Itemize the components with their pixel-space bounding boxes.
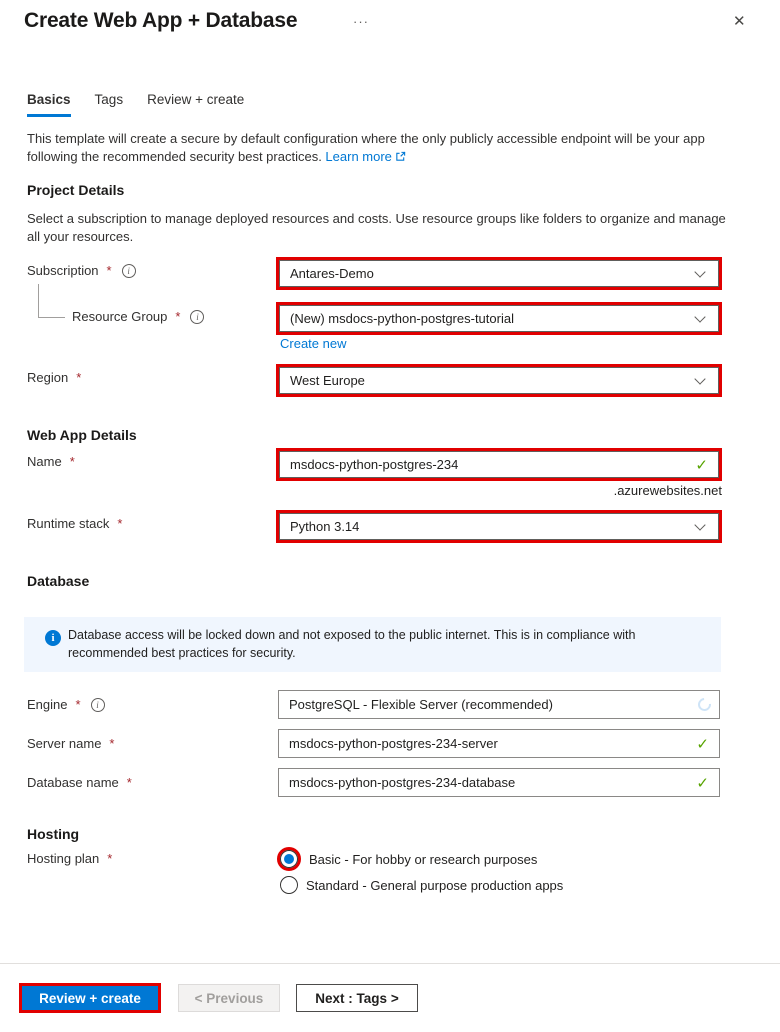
engine-value: PostgreSQL - Flexible Server (recommended) [289, 697, 553, 712]
database-name-value: msdocs-python-postgres-234-database [289, 775, 516, 790]
required-asterisk: * [175, 309, 181, 324]
hosting-heading: Hosting [27, 826, 80, 842]
server-name-label: Server name * [27, 736, 115, 751]
radio-selected-icon[interactable] [280, 850, 298, 868]
required-asterisk: * [109, 736, 115, 751]
engine-info-icon[interactable]: i [91, 698, 105, 712]
required-asterisk: * [117, 516, 123, 531]
intro-text [27, 130, 735, 166]
chevron-down-icon [694, 311, 705, 322]
valid-check-icon: ✓ [696, 774, 709, 792]
tab-bar [27, 92, 244, 117]
more-options-icon[interactable]: ··· [353, 14, 369, 29]
valid-check-icon: ✓ [695, 456, 708, 474]
radio-unselected-icon[interactable] [280, 876, 298, 894]
annotation-box-name [276, 448, 722, 481]
resource-group-info-icon[interactable]: i [190, 310, 204, 324]
resource-group-value: (New) msdocs-python-postgres-tutorial [290, 311, 514, 326]
database-name-input[interactable] [278, 768, 720, 797]
webapp-details-heading: Web App Details [27, 427, 137, 443]
engine-label: Engine * i [27, 697, 105, 712]
annotation-box-region [276, 364, 722, 397]
runtime-stack-label: Runtime stack * [27, 516, 123, 531]
required-asterisk: * [107, 851, 113, 866]
required-asterisk: * [106, 263, 112, 278]
chevron-down-icon [694, 519, 705, 530]
banner-text: Database access will be locked down and not exposed to the public internet. This is in compliance with recommended best practices for security. [68, 628, 636, 660]
hosting-plan-label: Hosting plan * [27, 851, 113, 866]
runtime-stack-value: Python 3.14 [290, 519, 360, 534]
resource-group-dropdown[interactable] [279, 305, 719, 332]
learn-more-link[interactable]: Learn more [325, 148, 392, 164]
server-name-input[interactable] [278, 729, 720, 758]
intro-body: This template will create a secure by default configuration where the only publicly accessible endpoint will be your app following the recommended security best practices. [27, 131, 705, 164]
tab-review-create[interactable]: Review + create [147, 92, 245, 107]
name-value: msdocs-python-postgres-234 [290, 457, 459, 472]
external-link-icon [395, 149, 406, 167]
tab-basics[interactable]: Basics [27, 92, 71, 117]
name-label: Name * [27, 454, 75, 469]
valid-check-icon: ✓ [696, 735, 709, 753]
hosting-plan-option-standard[interactable] [280, 876, 563, 894]
subscription-value: Antares-Demo [290, 266, 374, 281]
chevron-down-icon [694, 266, 705, 277]
required-asterisk: * [76, 370, 82, 385]
previous-button[interactable]: < Previous [178, 984, 280, 1012]
region-value: West Europe [290, 373, 365, 388]
radio-label-standard: Standard - General purpose production apps [306, 877, 564, 893]
required-asterisk: * [69, 454, 75, 469]
resource-group-label: Resource Group * i [72, 309, 204, 324]
database-heading: Database [27, 573, 90, 589]
info-icon: i [45, 630, 61, 646]
server-name-value: msdocs-python-postgres-234-server [289, 736, 498, 751]
runtime-stack-dropdown[interactable] [279, 513, 719, 540]
radio-label-basic: Basic - For hobby or research purposes [309, 851, 538, 867]
region-dropdown[interactable] [279, 367, 719, 394]
close-icon[interactable]: ✕ [733, 13, 746, 30]
annotation-box-review-create [19, 983, 161, 1013]
annotation-box-resource-group [276, 302, 722, 335]
annotation-box-subscription [276, 257, 722, 290]
subscription-dropdown[interactable] [279, 260, 719, 287]
review-create-button[interactable]: Review + create [22, 986, 158, 1010]
next-tags-button[interactable]: Next : Tags > [296, 984, 418, 1012]
create-new-link[interactable]: Create new [280, 336, 347, 351]
tree-connector-line [38, 284, 65, 318]
loading-spinner-icon [695, 695, 713, 713]
subscription-info-icon[interactable]: i [122, 264, 136, 278]
engine-input[interactable] [278, 690, 720, 719]
region-label: Region * [27, 370, 82, 385]
subscription-label: Subscription * i [27, 263, 136, 278]
annotation-ring [277, 847, 301, 871]
domain-suffix: .azurewebsites.net [613, 483, 722, 498]
required-asterisk: * [126, 775, 132, 790]
annotation-box-runtime [276, 510, 722, 543]
footer-divider [0, 963, 780, 964]
name-input[interactable] [279, 451, 719, 478]
required-asterisk: * [75, 697, 81, 712]
hosting-plan-option-basic[interactable] [277, 847, 537, 871]
database-info-banner [24, 617, 721, 672]
tab-tags[interactable]: Tags [94, 92, 124, 107]
chevron-down-icon [694, 373, 705, 384]
database-name-label: Database name * [27, 775, 132, 790]
project-details-description: Select a subscription to manage deployed resources and costs. Use resource groups like folders to organize and manage all your resources. [27, 211, 726, 244]
project-details-heading: Project Details [27, 182, 125, 198]
page-title: Create Web App + Database [24, 9, 298, 32]
